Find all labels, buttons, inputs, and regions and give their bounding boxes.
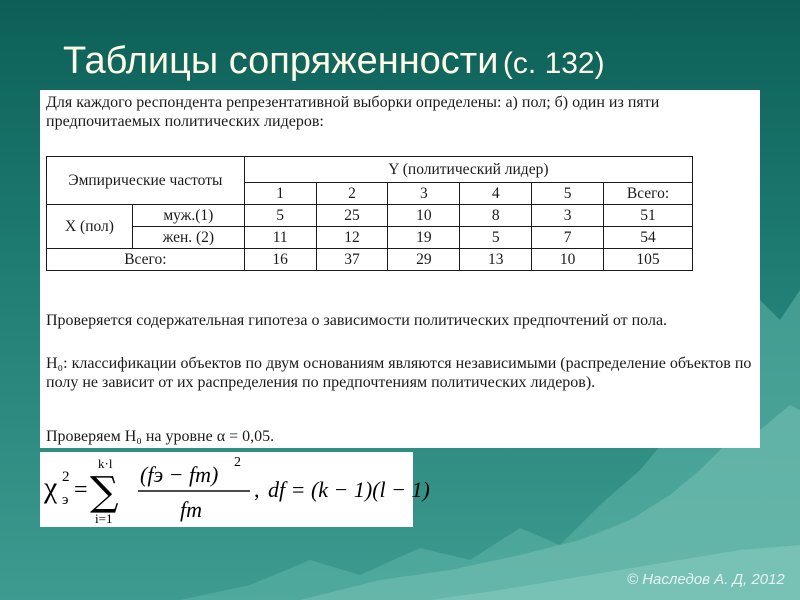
null-hypothesis-text: H₀: классификации объектов по двум основаниям являются независимыми (распределение объектов по полу не зависит от их распределения по предпочтениям политических лидеров). <box>46 355 752 391</box>
totals-row-label: Всего: <box>47 249 245 271</box>
significance-level-text: Проверяем H₀ на уровне α = 0,05. <box>46 428 275 445</box>
table-cell: 16 <box>244 249 316 271</box>
sigma-icon: ∑ <box>90 469 119 515</box>
table-cell: 19 <box>388 227 460 249</box>
chi-square-formula <box>40 452 430 527</box>
slide-title-page-ref: (с. 132) <box>502 47 605 80</box>
chi-subscript: э <box>62 492 69 508</box>
hypothesis-text: Проверяется содержательная гипотеза о зависимости политических предпочтений от пола. <box>46 312 668 329</box>
column-header: 5 <box>532 183 604 205</box>
intro-text: Для каждого респондента репрезентативной выборки определены: а) пол; б) один из пяти предпочитаемых политических лидеров: <box>46 94 660 130</box>
table-row <box>47 205 693 227</box>
degrees-of-freedom: df = (k − 1)(l − 1) <box>268 477 430 502</box>
svg-text:,: , <box>254 477 260 502</box>
row-total-cell: 54 <box>604 227 693 249</box>
fraction-denominator: fт <box>180 497 202 522</box>
slide-title <box>63 40 605 83</box>
table-corner-label: Эмпирические частоты <box>47 157 245 205</box>
table-cell: 11 <box>244 227 316 249</box>
sum-upper-limit: k·l <box>98 456 113 471</box>
table-row <box>47 227 693 249</box>
contingency-table <box>46 156 693 271</box>
table-cell: 10 <box>532 249 604 271</box>
table-cell: 5 <box>460 227 532 249</box>
table-cell: 5 <box>244 205 316 227</box>
fraction-numerator: (fэ − fт) <box>140 462 219 487</box>
table-cell: 25 <box>316 205 388 227</box>
table-cell: 13 <box>460 249 532 271</box>
table-cell: 7 <box>532 227 604 249</box>
slide-title-main: Таблицы сопряженности <box>63 40 499 82</box>
numerator-exponent: 2 <box>234 455 241 470</box>
column-header: 1 <box>244 183 316 205</box>
sum-lower-limit: i=1 <box>95 511 113 526</box>
column-header: 3 <box>388 183 460 205</box>
table-cell: 10 <box>388 205 460 227</box>
column-header: 2 <box>316 183 388 205</box>
svg-text:=: = <box>74 477 88 503</box>
chi-symbol: χ <box>44 471 58 504</box>
row-total-cell: 51 <box>604 205 693 227</box>
chi-superscript: 2 <box>62 469 70 485</box>
y-variable-label: Y (политический лидер) <box>244 157 692 183</box>
table-cell: 37 <box>316 249 388 271</box>
totals-row <box>47 249 693 271</box>
row-label: жен. (2) <box>132 227 244 249</box>
table-cell: 3 <box>532 205 604 227</box>
formula-graphic <box>40 452 430 527</box>
table-cell: 12 <box>316 227 388 249</box>
copyright-notice: © Наследов А. Д, 2012 <box>627 571 785 588</box>
table-cell: 29 <box>388 249 460 271</box>
x-variable-label: X (пол) <box>47 205 133 249</box>
grand-total-cell: 105 <box>604 249 693 271</box>
textbook-excerpt <box>40 90 760 448</box>
table-cell: 8 <box>460 205 532 227</box>
column-header: 4 <box>460 183 532 205</box>
column-header-total: Всего: <box>604 183 693 205</box>
row-label: муж.(1) <box>132 205 244 227</box>
